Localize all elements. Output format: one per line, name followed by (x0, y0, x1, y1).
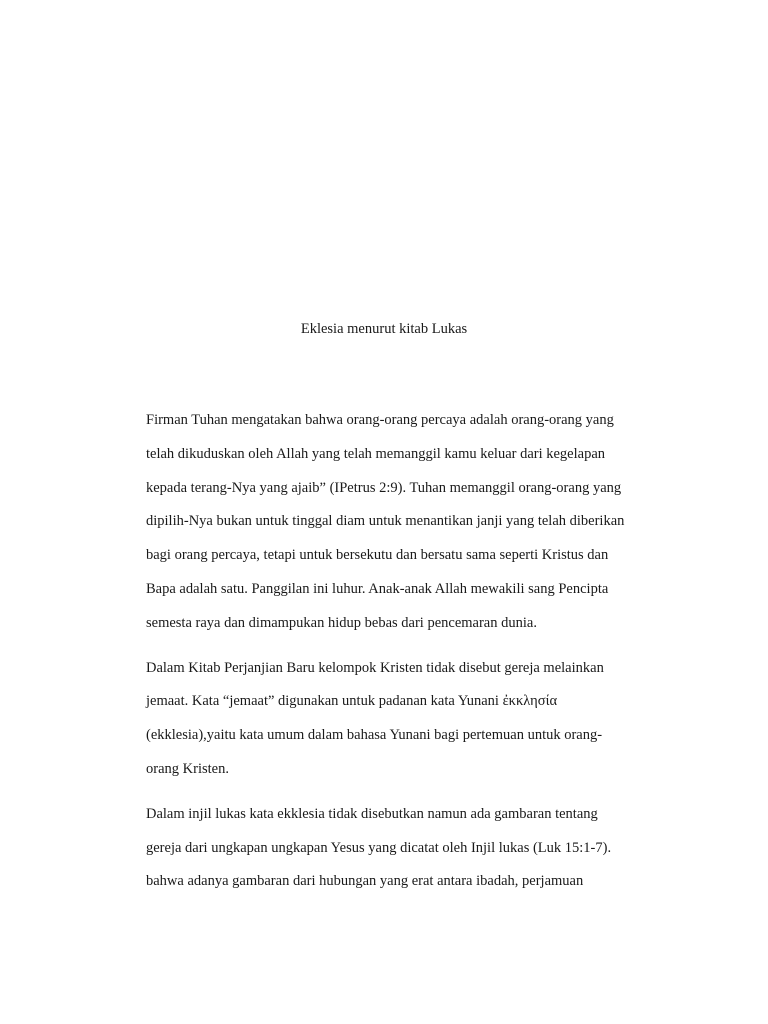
text-line: Dalam Kitab Perjanjian Baru kelompok Kristen tidak disebut gereja melainkan (146, 659, 604, 676)
text-line: bahwa adanya gambaran dari hubungan yang erat antara ibadah, perjamuan (146, 873, 584, 890)
paragraph-3 (146, 804, 666, 905)
paragraph-2 (146, 658, 666, 793)
text-line: kepada terang-Nya yang ajaib” (IPetrus 2:9). Tuhan memanggil orang-orang yang (146, 479, 622, 496)
text-line: orang Kristen. (146, 760, 229, 777)
text-line: dipilih-Nya bukan untuk tinggal diam untuk menantikan janji yang telah diberikan (146, 513, 625, 530)
text-line: jemaat. Kata “jemaat” digunakan untuk padanan kata Yunani ἐκκλησία (146, 693, 558, 710)
text-line: semesta raya dan dimampukan hidup bebas dari pencemaran dunia. (146, 614, 537, 631)
text-line: bagi orang percaya, tetapi untuk bersekutu dan bersatu sama seperti Kristus dan (146, 547, 609, 564)
text-line: telah dikuduskan oleh Allah yang telah memanggil kamu keluar dari kegelapan (146, 445, 606, 462)
document-title: Eklesia menurut kitab Lukas (300, 321, 468, 337)
paragraph-1 (146, 410, 666, 647)
text-line: (ekklesia),yaitu kata umum dalam bahasa Yunani bagi pertemuan untuk orang- (146, 727, 603, 744)
text-line: Dalam injil lukas kata ekklesia tidak disebutkan namun ada gambaran tentang (146, 805, 598, 822)
text-line: Firman Tuhan mengatakan bahwa orang-orang percaya adalah orang-orang yang (146, 412, 614, 428)
document-body (146, 410, 666, 916)
text-line: gereja dari ungkapan ungkapan Yesus yang dicatat oleh Injil lukas (Luk 15:1-7). (146, 839, 612, 856)
text-line: Bapa adalah satu. Panggilan ini luhur. Anak-anak Allah mewakili sang Pencipta (146, 580, 609, 597)
